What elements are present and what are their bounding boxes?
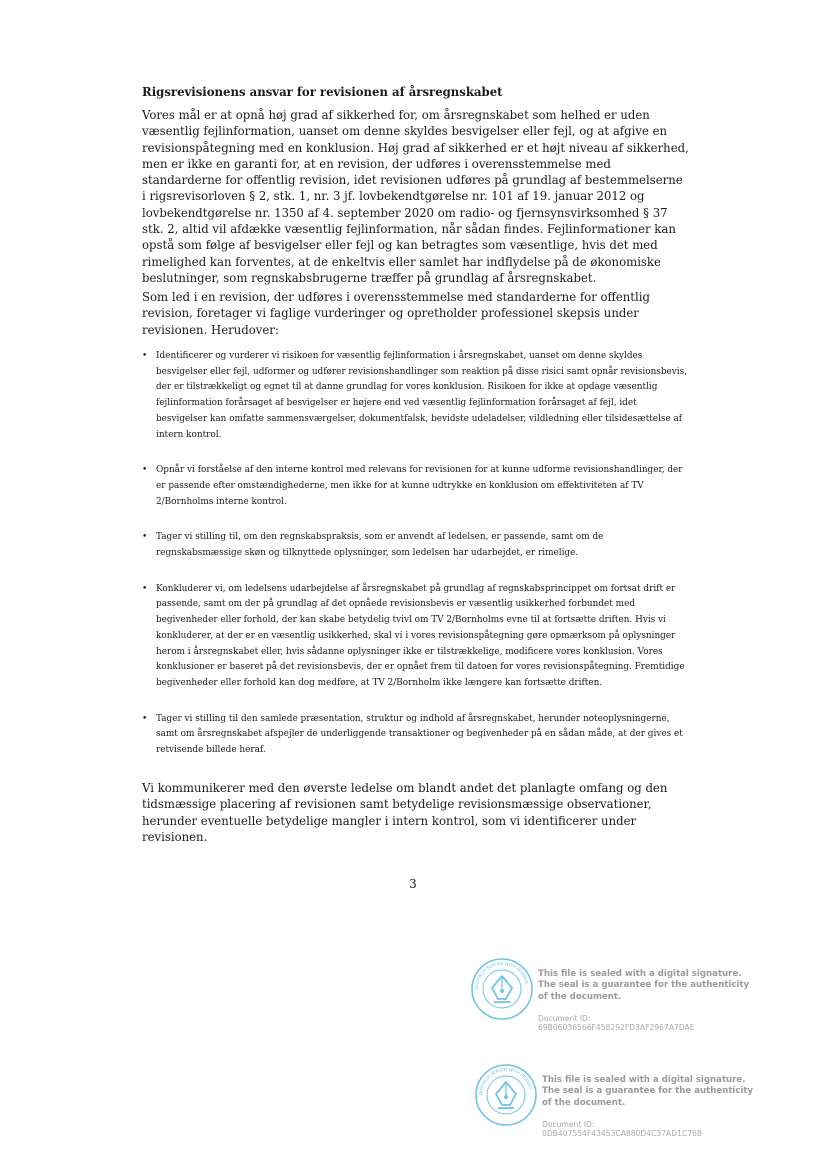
paragraph-communication: Vi kommunikerer med den øverste ledelse om blandt andet det planlagte omfang og den tidsmæssige placering af revisionen samt betydelige revisionsmæssige observationer, herunder eventuelle betydelige mangler i intern kontrol, som vi identificerer under revisionen. bbox=[142, 781, 668, 844]
audit-procedures-list bbox=[142, 349, 688, 759]
bullet-icon: • bbox=[142, 465, 148, 476]
bullet-icon: • bbox=[142, 351, 148, 361]
digital-seal bbox=[474, 1063, 774, 1143]
list-item bbox=[142, 463, 688, 510]
paragraph-professional-skepticism: Som led i en revision, der udføres i overensstemmelse med standarderne for offentlig revision, foretager vi faglige vurderinger og opretholder professionel skepsis under revisionen. Herudover: bbox=[142, 290, 650, 337]
list-item bbox=[142, 582, 688, 692]
list-item bbox=[142, 530, 688, 561]
seal-statement: This file is sealed with a digital signature. The seal is a guarantee for the authenticity of the document. bbox=[538, 969, 750, 1002]
list-item bbox=[142, 349, 688, 443]
page-number: 3 bbox=[409, 877, 417, 891]
bullet-icon: • bbox=[142, 532, 148, 543]
pen-seal-icon bbox=[470, 957, 534, 1021]
list-item-text: Tager vi stilling til, om den regnskabspraksis, som er anvendt af ledelsen, er passende, samt om de regnskabsmæssige skøn og tilknyttede oplysninger, som ledelsen har udarbejdet, er rimelige. bbox=[156, 532, 604, 559]
list-item-text: Konkluderer vi, om ledelsens udarbejdelse af årsregnskabet på grundlag af regnskabsprincippet om fortsat drift er passende, samt om der på grundlag af det opnåede revisionsbevis er væsentlig usikkerhed forbundet med begivenheder eller forhold, der kan skabe betydelig tvivl om TV 2/Bornholms evne til at fortsætte driften. Hvis vi konkluderer, at der er en væsentlig usikkerhed, skal vi i vores revisionspåtegning gøre opmærksom på oplysninger herom i årsregnskabet eller, hvis sådanne oplysninger ikke er tilstrækkelige, modificere vores konklusion. Vores konklusioner er baseret på det revisionsbevis, der er opnået frem til datoen for vores revisionspåtegning. Fremtidige begivenheder eller forhold kan dog medføre, at TV 2/Bornholm ikke længere kan fortsætte driften. bbox=[156, 583, 685, 688]
seal-statement: This file is sealed with a digital signature. The seal is a guarantee for the authenticity of the document. bbox=[542, 1075, 754, 1108]
list-item bbox=[142, 712, 688, 759]
list-item-text: Opnår vi forståelse af den interne kontrol med relevans for revisionen for at kunne udforme revisionshandlinger, der er passende efter omstændighederne, men ikke for at kunne udtrykke en konklusion om effektiviteten af TV 2/Bornholms interne kontrol. bbox=[156, 465, 683, 507]
svg-text:DIGITALLY SEALED WITH PENNEO: DIGITALLY SEALED WITH PENNEO bbox=[473, 960, 530, 990]
list-item-text: Identificerer og vurderer vi risikoen for væsentlig fejlinformation i årsregnskabet, uanset om denne skyldes besvigelser eller fejl, udformer og udfører revisionshandlinger som reaktion på disse risici samt opnår revisionsbevis, der er tilstrækkeligt og egnet til at danne grundlag for vores konklusion. Risikoen for ikke at opdage væsentlig fejlinformation forårsaget af besvigelser er højere end ved væsentlig fejlinformation forårsaget af fejl, idet besvigelser kan omfatte sammensværgelser, dokumentfalsk, bevidste udeladelser, vildledning eller tilsidesættelse af intern kontrol. bbox=[156, 351, 688, 440]
bullet-icon: • bbox=[142, 583, 148, 594]
list-item-text: Tager vi stilling til den samlede præsentation, struktur og indhold af årsregnskabet, herunder noteoplysningerne, samt om årsregnskabet afspejler de underliggende transaktioner og begivenheder på en sådan måde, at der gives et retvisende billede heraf. bbox=[156, 713, 683, 756]
paragraph-objective: Vores mål er at opnå høj grad af sikkerhed for, om årsregnskabet som helhed er uden væsentlig fejlinformation, uanset om denne skyldes besvigelser eller fejl, og at afgive en revisionspåtegning med en konklusion. Høj grad af sikkerhed er et højt niveau af sikkerhed, men er ikke en garanti for, at en revision, der udføres i overensstemmelse med standarderne for offentlig revision, idet revisionen udføres på grundlag af bestemmelserne i rigsrevisorloven § 2, stk. 1, nr. 3 jf. lovbekendtgørelse nr. 101 af 19. januar 2012 og lovbekendtgørelse nr. 1350 af 4. september 2020 om radio- og fjernsynsvirksomhed § 37 stk. 2, altid vil afdække væsentlig fejlinformation, når sådan findes. Fejlinformationer kan opstå som følge af besvigelser eller fejl og kan betragtes som væsentlige, hvis det med rimelighed kan forventes, at de enkeltvis eller samlet har indflydelse på de økonomiske beslutninger, som regnskabsbrugerne træffer på grundlag af årsregnskabet. bbox=[142, 108, 689, 285]
digital-seal bbox=[470, 957, 770, 1037]
seal-document-id: Document ID: 0DB407554F43453CA880D4C37AD1C76B bbox=[542, 1120, 703, 1139]
svg-text:DIGITALLY SEALED WITH PENNEO: DIGITALLY SEALED WITH PENNEO bbox=[477, 1066, 534, 1096]
pen-seal-icon bbox=[474, 1063, 538, 1127]
section-heading: Rigsrevisionens ansvar for revisionen af årsregnskabet bbox=[142, 85, 503, 99]
seal-document-id: Document ID: 69B06036566F458292FD3AF2967A7DAE bbox=[538, 1014, 695, 1033]
bullet-icon: • bbox=[142, 713, 148, 724]
